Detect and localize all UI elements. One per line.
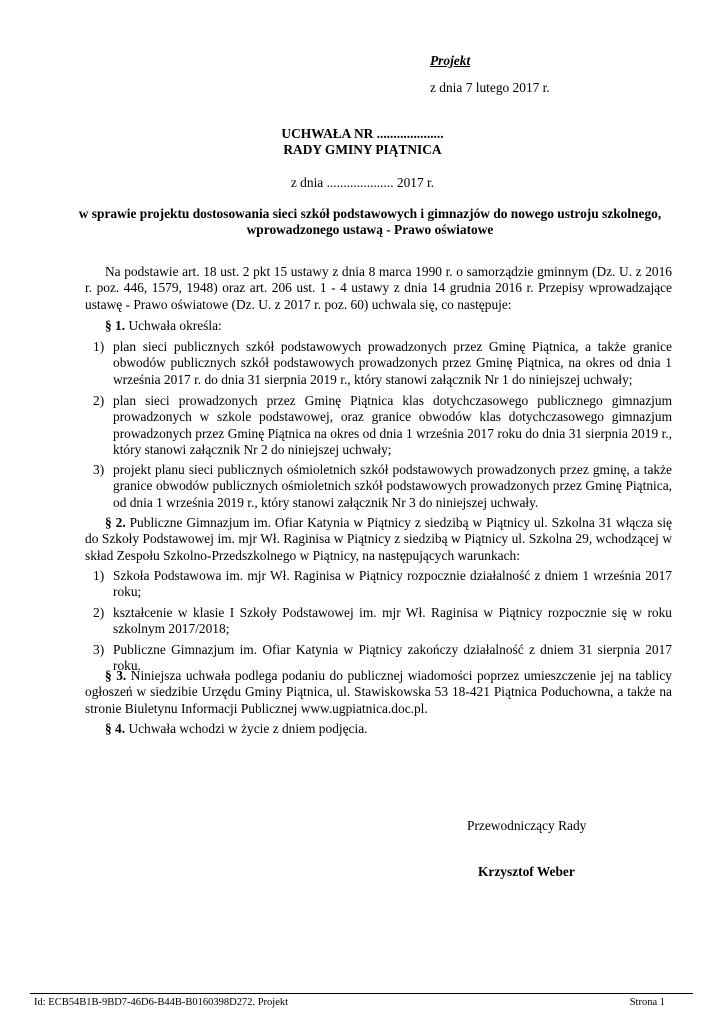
section-1-intro bbox=[85, 318, 672, 334]
resolution-number: UCHWAŁA NR .................... bbox=[281, 126, 444, 141]
section-3 bbox=[85, 668, 672, 717]
section-2-item-2 bbox=[85, 605, 672, 638]
list-text: plan sieci publicznych szkół podstawowych prowadzonych przez Gminę Piątnica, a także granice obwodów publicznych szkół podstawowych prowadzonych przez Gminę Piątnica, na okres od dnia 1 września 2017 r. do dnia 31 sierpnia 2019 r., który stanowi załącznik Nr 1 do niniejszej uchwały; bbox=[113, 339, 672, 387]
list-text: plan sieci prowadzonych przez Gminę Piątnica klas dotychczasowego publicznego gimnazjum prowadzonych w szkole podstawowej, oraz granice obwodów klas dotychczasowego gimnazjum prowadzonych przez Gminę Piątnica na okres od dnia 1 września 2017 roku do dnia 31 sierpnia 2019 r., który stanowi załącznik Nr 2 do niniejszej uchwały; bbox=[113, 393, 672, 457]
council-name: RADY GMINY PIĄTNICA bbox=[283, 142, 442, 158]
list-text: projekt planu sieci publicznych ośmioletnich szkół podstawowych prowadzonych przez gminę, a także granice obwodów publicznych ośmioletnich szkół podstawowych prowadzonych przez Gminę Piątnica, od dnia 1 września 2019 r., który stanowi załącznik Nr 3 do niniejszej uchwały. bbox=[113, 462, 672, 510]
section-2-text: Publiczne Gimnazjum im. Ofiar Katynia w Piątnicy z siedzibą w Piątnicy ul. Szkolna 31 włącza się do Szkoły Podstawowej im. mjr Wł. Raginisa w Piątnicy z siedzibą w Piątnicy ul. Szkolna 29, wchodzącej w skład Zespołu Szkolno-Przedszkolnego w Piątnicy, na następujących warunkach: bbox=[85, 515, 672, 563]
list-text: Publiczne Gimnazjum im. Ofiar Katynia w Piątnicy zakończy działalność z dniem 31 sierpnia 2017 roku. bbox=[113, 642, 672, 674]
section-2-item-1 bbox=[85, 568, 672, 601]
list-number: 3) bbox=[93, 462, 105, 477]
draft-label: Projekt bbox=[430, 53, 471, 68]
signature-name: Krzysztof Weber bbox=[478, 864, 575, 879]
list-text: kształcenie w klasie I Szkoły Podstawowej im. mjr Wł. Raginisa w Piątnicy rozpocznie się w roku szkolnym 2017/2018; bbox=[113, 605, 672, 637]
list-number: 2) bbox=[93, 393, 105, 408]
list-number: 3) bbox=[93, 642, 105, 657]
section-4-text: Uchwała wchodzi w życie z dniem podjęcia. bbox=[125, 721, 368, 736]
section-3-mark: § 3. bbox=[105, 668, 127, 683]
resolution-title bbox=[0, 126, 725, 159]
list-number: 2) bbox=[93, 605, 105, 620]
section-1-mark: § 1. bbox=[105, 318, 126, 333]
draft-date: z dnia 7 lutego 2017 r. bbox=[430, 80, 550, 95]
footer-divider bbox=[30, 993, 693, 994]
resolution-subject: w sprawie projektu dostosowania sieci szkół podstawowych i gimnazjów do nowego ustroju szkolnego, wprowadzonego ustawą - Prawo oświatowe bbox=[78, 206, 662, 238]
section-4 bbox=[85, 721, 672, 737]
section-1-item-1 bbox=[85, 339, 672, 388]
list-text: Szkoła Podstawowa im. mjr Wł. Raginisa w Piątnicy rozpocznie działalność z dniem 1 września 2017 roku; bbox=[113, 568, 672, 600]
signature-role: Przewodniczący Rady bbox=[467, 818, 587, 833]
section-1-item-3 bbox=[85, 462, 672, 511]
section-4-mark: § 4. bbox=[105, 721, 126, 736]
section-2 bbox=[85, 515, 672, 564]
document-id: Id: ECB54B1B-9BD7-46D6-B44B-B0160398D272. Projekt bbox=[34, 997, 289, 1008]
section-1-text: Uchwała określa: bbox=[125, 318, 222, 333]
list-number: 1) bbox=[93, 568, 105, 583]
section-1-item-2 bbox=[85, 393, 672, 458]
preamble: Na podstawie art. 18 ust. 2 pkt 15 ustawy z dnia 8 marca 1990 r. o samorządzie gminnym (Dz. U. z 2016 r. poz. 446, 1579, 1948) oraz art. 206 ust. 1 - 4 ustawy z dnia 14 grudnia 2016 r. Przepisy wprowadzające ustawę - Prawo oświatowe (Dz. U. z 2017 r. poz. 60) uchwala się, co następuje: bbox=[85, 264, 672, 312]
section-2-mark: § 2. bbox=[105, 515, 126, 530]
page-number: Strona 1 bbox=[629, 997, 665, 1008]
list-number: 1) bbox=[93, 339, 105, 354]
section-3-text: Niniejsza uchwała podlega podaniu do publicznej wiadomości poprzez umieszczenie jej na tablicy ogłoszeń w siedzibie Urzędu Gminy Piątnica, ul. Stawiskowska 53 18-421 Piątnica Poduchowna, a także na stronie Biuletynu Informacji Publicznej www.ugpiatnica.doc.pl. bbox=[85, 668, 672, 716]
resolution-date: z dnia .................... 2017 r. bbox=[290, 175, 435, 190]
